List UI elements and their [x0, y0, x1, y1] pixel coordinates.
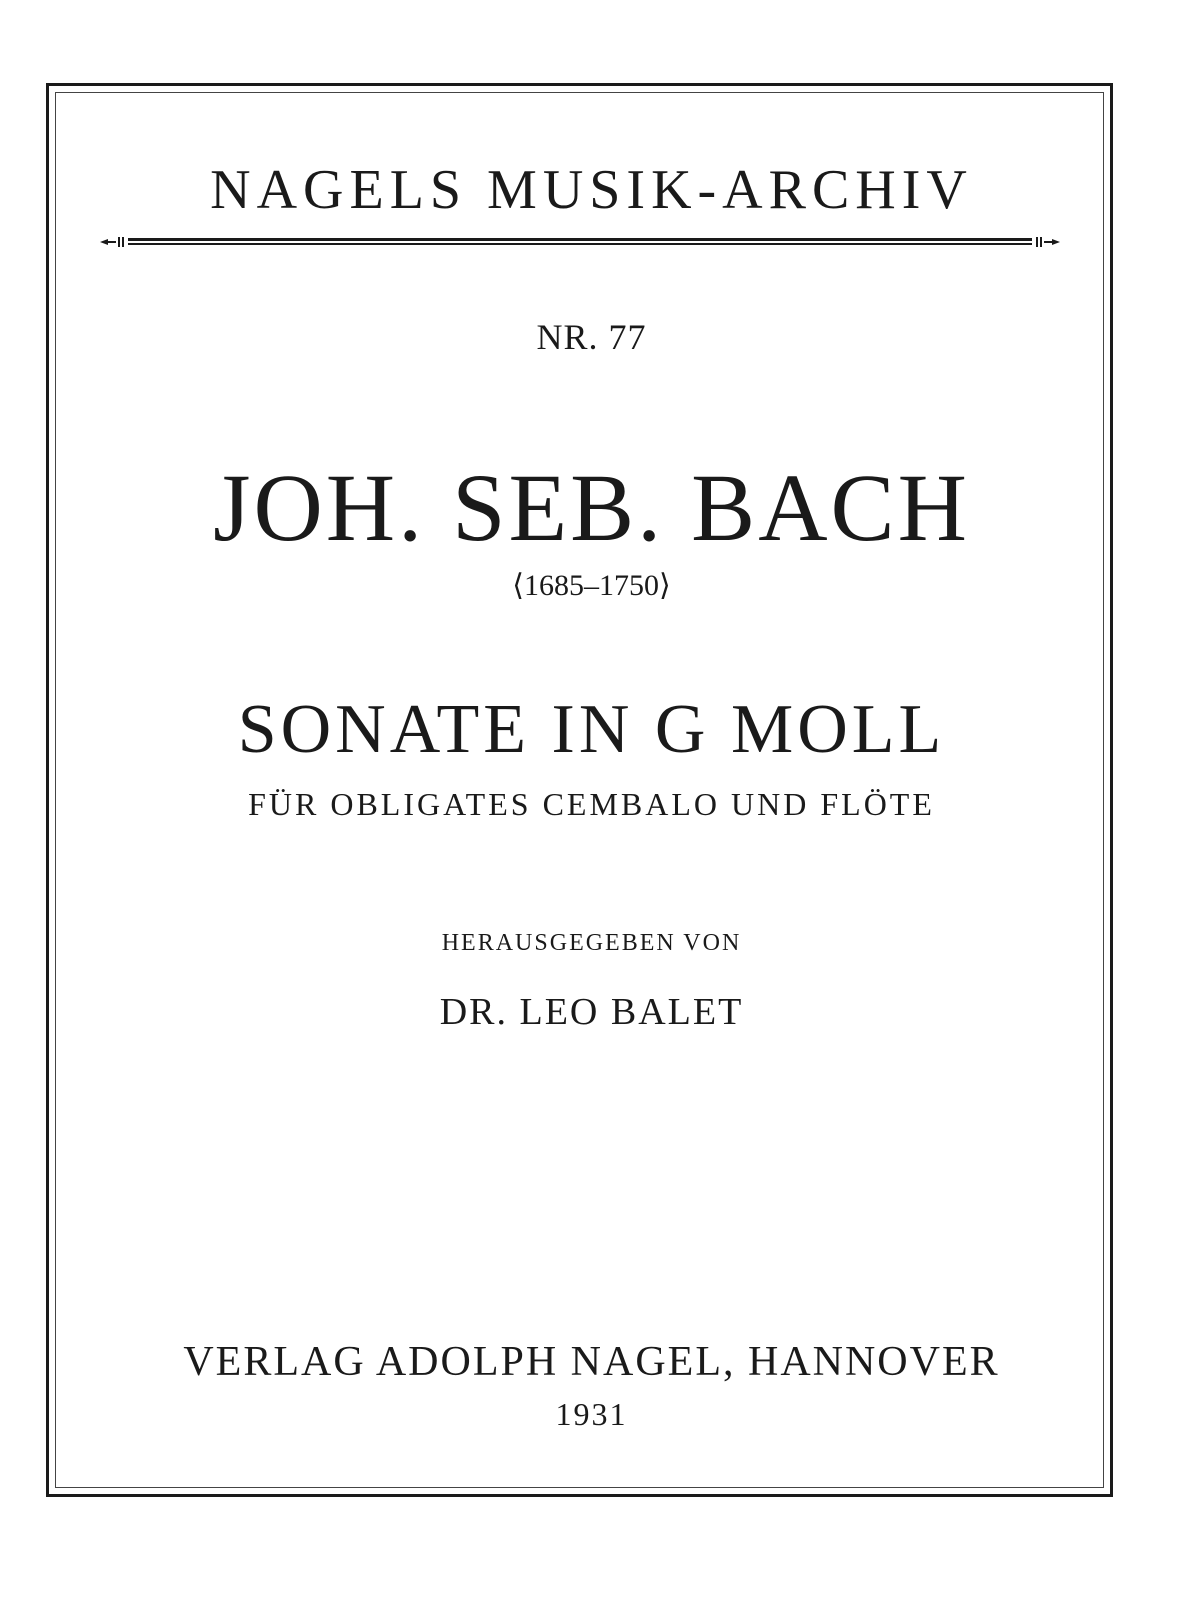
decorative-rule: [100, 236, 1060, 248]
editor-name: DR. LEO BALET: [439, 991, 744, 1033]
work-title: SONATE IN G MOLL: [237, 691, 946, 768]
publication-year: 1931: [555, 1396, 628, 1432]
composer-name: JOH. SEB. BACH: [213, 454, 970, 561]
editor-label: HERAUSGEGEBEN VON: [441, 930, 742, 956]
series-title: NAGELS MUSIK-ARCHIV: [210, 159, 973, 221]
composer-dates: ⟨1685–1750⟩: [512, 569, 671, 602]
publisher-name: VERLAG ADOLPH NAGEL, HANNOVER: [183, 1339, 1000, 1385]
work-subtitle: FÜR OBLIGATES CEMBALO UND FLÖTE: [248, 786, 935, 822]
series-number: NR. 77: [536, 317, 647, 357]
